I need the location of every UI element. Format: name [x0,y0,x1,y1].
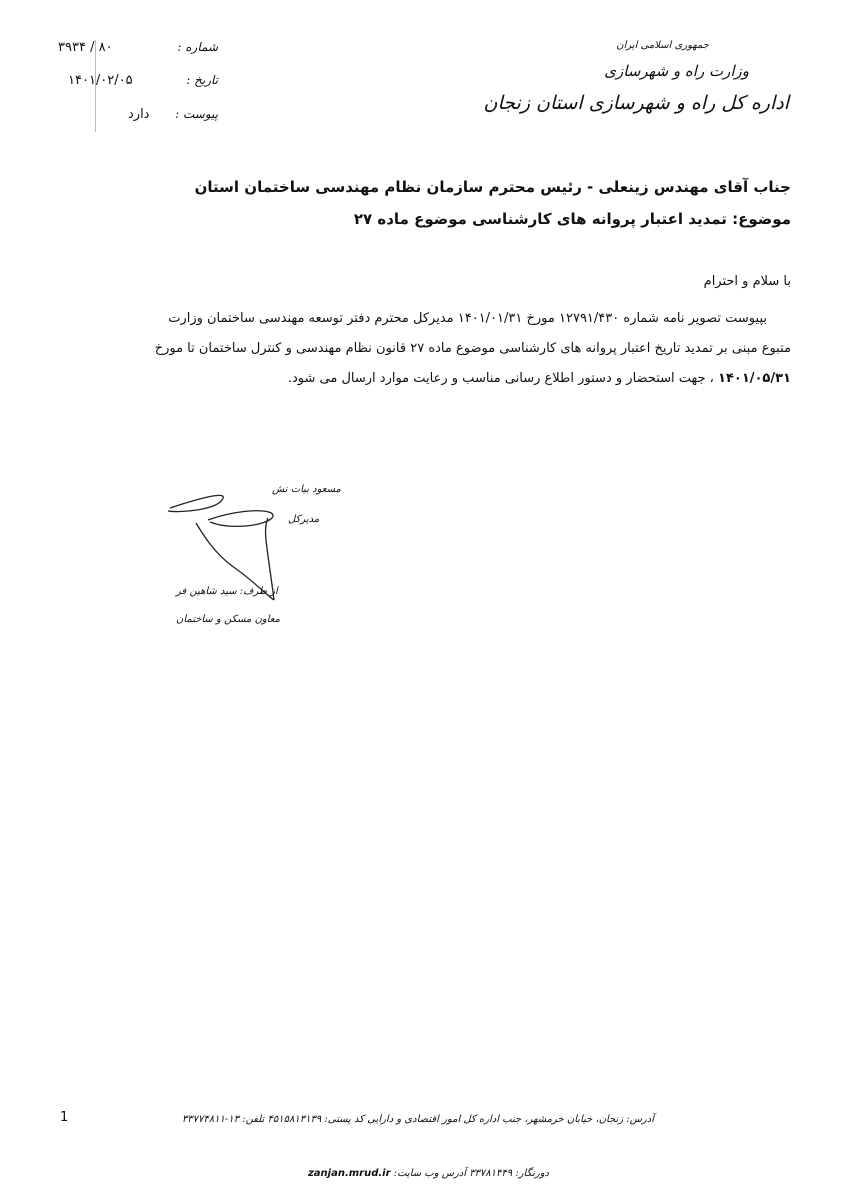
footer-address: آدرس: زنجان، خیابان خرمشهر، جنب اداره کل امور اقتصادی و دارایی کد پستی: ۴۵۱۵۸۱۳۱۳۹ تلفن: ۱۳-۳۳۷۷۴۸۱۱ [181,1114,654,1125]
attachment-value: دارد [128,107,150,122]
letter-number-label: شماره : [177,40,218,54]
recipient-line: جناب آقای مهندس زینعلی - رئیس محترم سازمان نظام مهندسی ساختمان استان [194,178,791,196]
body-line-3 [56,364,791,394]
footer-contact [308,1168,549,1179]
signer-title: مدیرکل [288,514,320,525]
body-line-2: متبوع مبنی بر تمدید تاریخ اعتبار پروانه های کارشناسی موضوع ماده ۲۷ قانون نظام مهندسی و کنترل ساختمان تا مورخ [154,341,791,356]
website-link[interactable]: zanjan.mrud.ir [307,1168,391,1179]
attachment-row [58,107,218,129]
letter-body [56,304,767,334]
deadline-date: ۱۴۰۱/۰۵/۳۱ [718,371,791,386]
handwritten-signature [160,478,290,603]
letter-date-label: تاریخ : [186,73,218,87]
letter-number-row [58,40,218,62]
signer-name: مسعود بیات نش [272,484,341,495]
meta-divider [95,40,96,132]
letter-date-row [58,73,218,95]
letterhead-country: جمهوری اسلامی ایران [616,40,709,51]
body-line-1: بپیوست تصویر نامه شماره ۱۲۷۹۱/۴۳۰ مورخ ۱۴۰۱/۰۱/۳۱ مدیرکل محترم دفتر توسعه مهندسی ساختمان وزارت [168,311,767,326]
letter-date-value: ۱۴۰۱/۰۲/۰۵ [68,73,133,88]
attachment-label: پیوست : [175,107,218,121]
letter-body-2 [56,334,791,364]
letter-body-3 [56,364,791,394]
subject-line: موضوع: تمدید اعتبار پروانه های کارشناسی موضوع ماده ۲۷ [353,210,791,228]
letterhead-ministry: وزارت راه و شهرسازی [604,62,749,80]
page-number: 1 [60,1110,69,1125]
on-behalf-line: از طرف: سید شاهین فر [176,586,278,597]
deputy-title: معاون مسکن و ساختمان [176,614,280,625]
greeting: با سلام و احترام [703,274,791,289]
letterhead-department: اداره کل راه و شهرسازی استان زنجان [483,92,789,114]
letter-number-value: ۸۰ / ۳۹۳۴ [58,40,113,55]
body-line-3-rest: ، جهت استحضار و دستور اطلاع رسانی مناسب و رعایت موارد ارسال می شود. [287,371,719,386]
footer-fax: دورنگار: ۳۳۷۸۱۴۴۹ آدرس وب سایت: [393,1168,549,1179]
